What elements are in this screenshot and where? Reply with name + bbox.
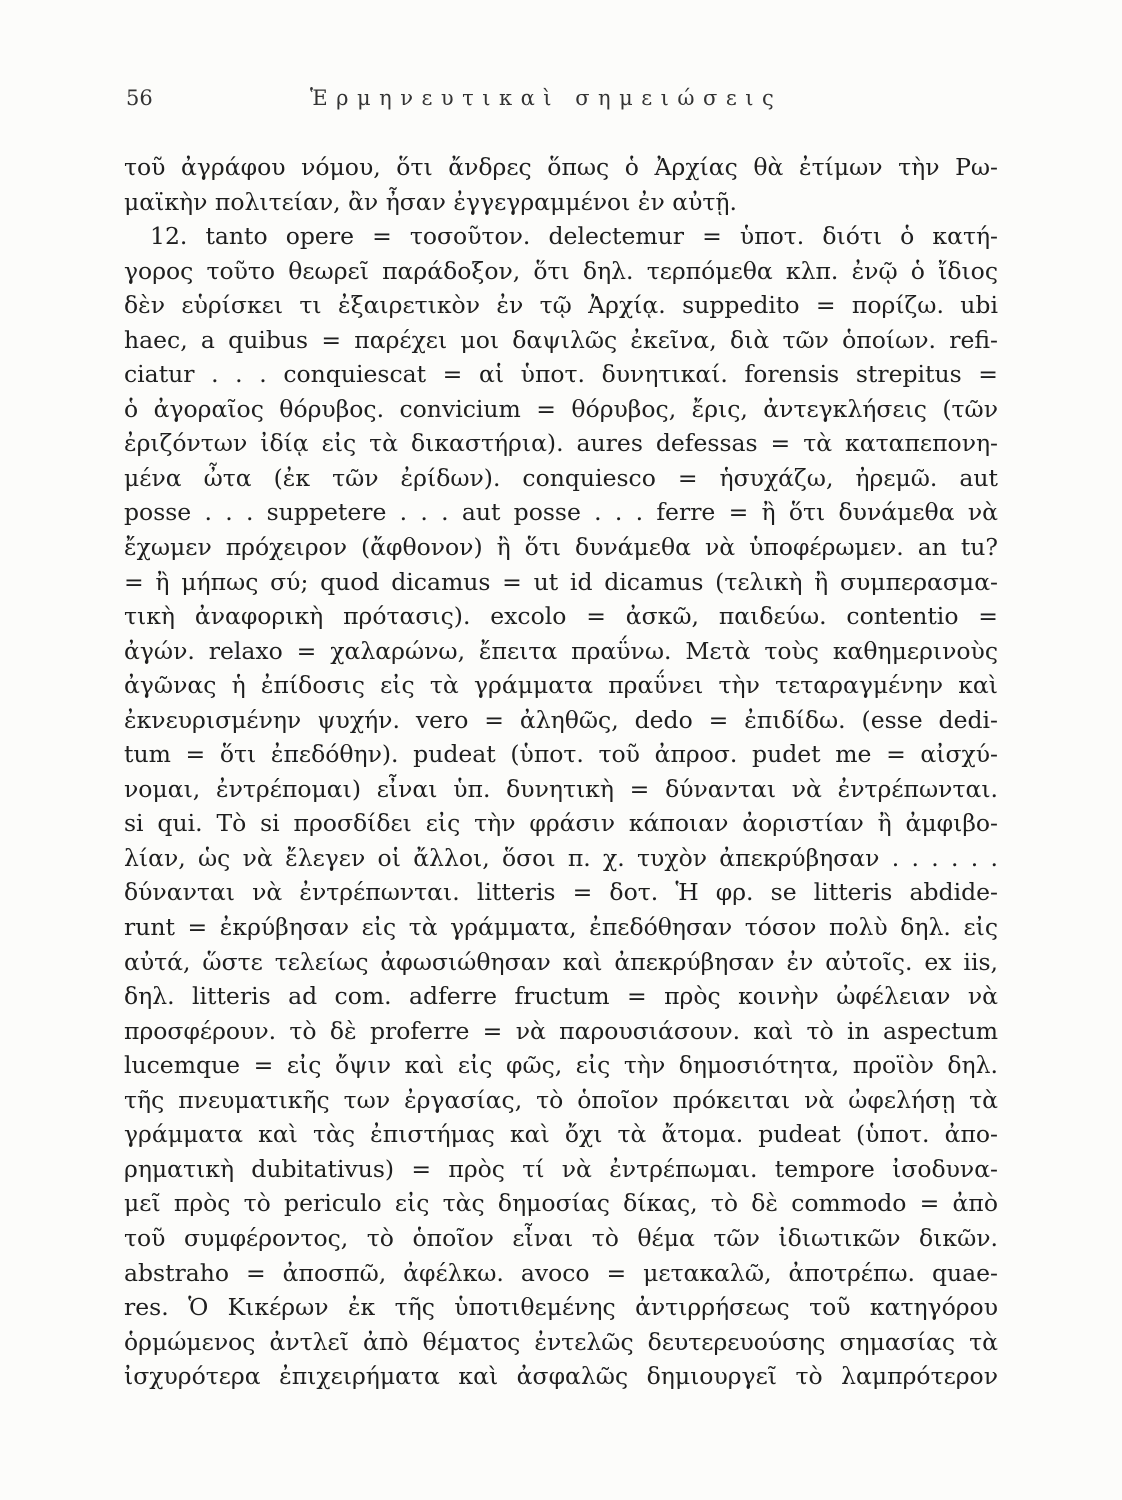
- text-line-30: ρηματικὴ dubitativus) = πρὸς τί νὰ ἐντρέπωμαι. tempore ἰσοδυνα-: [124, 1154, 998, 1183]
- text-line-10: μένα ὦτα (ἐκ τῶν ἐρίδων). conquiesco = ἡσυχάζω, ἠρεμῶ. aut: [124, 463, 998, 492]
- text-line-32: τοῦ συμφέροντος, τὸ ὁποῖον εἶναι τὸ θέμα τῶν ἰδιωτικῶν δικῶν.: [124, 1223, 998, 1252]
- running-head: [126, 86, 996, 116]
- text-line-5: δὲν εὑρίσκει τι ἐξαιρετικὸν ἐν τῷ Ἀρχίᾳ. suppedito = πορίζω. ubi: [124, 291, 998, 320]
- text-line-8: ὁ ἀγοραῖος θόρυβος. convicium = θόρυβος, ἔρις, ἀντεγκλήσεις (τῶν: [124, 394, 998, 423]
- running-title: Ἑρμηνευτικαὶ σημειώσεις: [310, 86, 783, 110]
- text-line-3: 12. tanto opere = τοσοῦτον. delectemur = ὑποτ. διότι ὁ κατή-: [150, 222, 998, 251]
- text-line-31: μεῖ πρὸς τὸ periculo εἰς τὰς δημοσίας δίκας, τὸ δὲ commodo = ἀπὸ: [124, 1189, 998, 1218]
- text-line-1: τοῦ ἀγράφου νόμου, ὅτι ἄνδρες ὅπως ὁ Ἀρχίας θὰ ἐτίμων τὴν Ρω-: [124, 153, 998, 181]
- text-line-18: tum = ὅτι ἐπεδόθην). pudeat (ὑποτ. τοῦ ἀπροσ. pudet me = αἰσχύ-: [124, 740, 998, 769]
- text-line-2: μαϊκὴν πολιτείαν, ἂν ἦσαν ἐγγεγραμμένοι ἐν αὐτῇ.: [124, 187, 737, 216]
- text-line-35: ὁρμώμενος ἀντλεῖ ἀπὸ θέματος ἐντελῶς δευτερευούσης σημασίας τὰ: [124, 1327, 998, 1356]
- text-line-29: γράμματα καὶ τὰς ἐπιστήμας καὶ ὄχι τὰ ἄτομα. pudeat (ὑποτ. ἀπο-: [124, 1120, 998, 1149]
- text-line-26: προσφέρουν. τὸ δὲ proferre = νὰ παρουσιάσουν. καὶ τὸ in aspectum: [124, 1016, 998, 1045]
- text-line-28: τῆς πνευματικῆς των ἐργασίας, τὸ ὁποῖον πρόκειται νὰ ὠφελήσῃ τὰ: [124, 1085, 998, 1114]
- text-line-12: ἔχωμεν πρόχειρον (ἄφθονον) ἢ ὅτι δυνάμεθα νὰ ὑποφέρωμεν. an tu?: [124, 533, 998, 562]
- text-line-21: λίαν, ὡς νὰ ἔλεγεν οἱ ἄλλοι, ὅσοι π. χ. τυχὸν ἀπεκρύβησαν . . . . . .: [124, 843, 998, 872]
- body-text: [124, 150, 998, 1394]
- text-line-22: δύνανται νὰ ἐντρέπωνται. litteris = δοτ. Ἡ φρ. se litteris abdide-: [124, 878, 998, 907]
- text-line-15: ἀγών. relaxo = χαλαρώνω, ἔπειτα πραΰνω. Μετὰ τοὺς καθημερινοὺς: [124, 636, 998, 665]
- text-line-13: = ἢ μήπως σύ; quod dicamus = ut id dicamus (τελικὴ ἢ συμπερασμα-: [124, 567, 998, 596]
- text-line-16: ἀγῶνας ἡ ἐπίδοσις εἰς τὰ γράμματα πραΰνει τὴν τεταραγμένην καὶ: [124, 671, 998, 700]
- text-line-9: ἐριζόντων ἰδίᾳ εἰς τὰ δικαστήρια). aures defessas = τὰ καταπεπονη-: [124, 429, 998, 458]
- text-line-4: γορος τοῦτο θεωρεῖ παράδοξον, ὅτι δηλ. τερπόμεθα κλπ. ἐνῷ ὁ ἴδιος: [124, 256, 998, 285]
- text-line-20: si qui. Τὸ si προσδίδει εἰς τὴν φράσιν κάποιαν ἀοριστίαν ἢ ἀμφιβο-: [124, 809, 998, 838]
- text-line-23: runt = ἐκρύβησαν εἰς τὰ γράμματα, ἐπεδόθησαν τόσον πολὺ δηλ. εἰς: [124, 913, 998, 942]
- text-line-17: ἐκνευρισμένην ψυχήν. vero = ἀληθῶς, dedo = ἐπιδίδω. (esse dedi-: [124, 705, 998, 734]
- text-line-14: τικὴ ἀναφορικὴ πρότασις). excolo = ἀσκῶ, παιδεύω. contentio =: [124, 602, 998, 631]
- text-line-11: posse . . . suppetere . . . aut posse . . . ferre = ἢ ὅτι δυνάμεθα νὰ: [124, 498, 998, 527]
- text-line-6: haec, a quibus = παρέχει μοι δαψιλῶς ἐκεῖνα, διὰ τῶν ὁποίων. refi-: [124, 325, 998, 354]
- text-line-33: abstraho = ἀποσπῶ, ἀφέλκω. avoco = μετακαλῶ, ἀποτρέπω. quae-: [124, 1258, 998, 1287]
- text-line-24: αὐτά, ὥστε τελείως ἀφωσιώθησαν καὶ ἀπεκρύβησαν ἐν αὐτοῖς. ex iis,: [124, 947, 998, 976]
- text-line-25: δηλ. litteris ad com. adferre fructum = πρὸς κοινὴν ὠφέλειαν νὰ: [124, 982, 998, 1011]
- text-line-7: ciatur . . . conquiescat = αἱ ὑποτ. δυνητικαί. forensis strepitus =: [124, 360, 998, 389]
- text-line-34: res. Ὁ Κικέρων ἐκ τῆς ὑποτιθεμένης ἀντιρρήσεως τοῦ κατηγόρου: [124, 1293, 998, 1322]
- page-number: 56: [126, 86, 153, 110]
- text-line-36: ἰσχυρότερα ἐπιχειρήματα καὶ ἀσφαλῶς δημιουργεῖ τὸ λαμπρότερον: [124, 1362, 998, 1391]
- text-line-19: νομαι, ἐντρέπομαι) εἶναι ὑπ. δυνητικὴ = δύνανται νὰ ἐντρέπωνται.: [124, 774, 998, 803]
- text-line-27: lucemque = εἰς ὄψιν καὶ εἰς φῶς, εἰς τὴν δημοσιότητα, προϊὸν δηλ.: [124, 1051, 998, 1080]
